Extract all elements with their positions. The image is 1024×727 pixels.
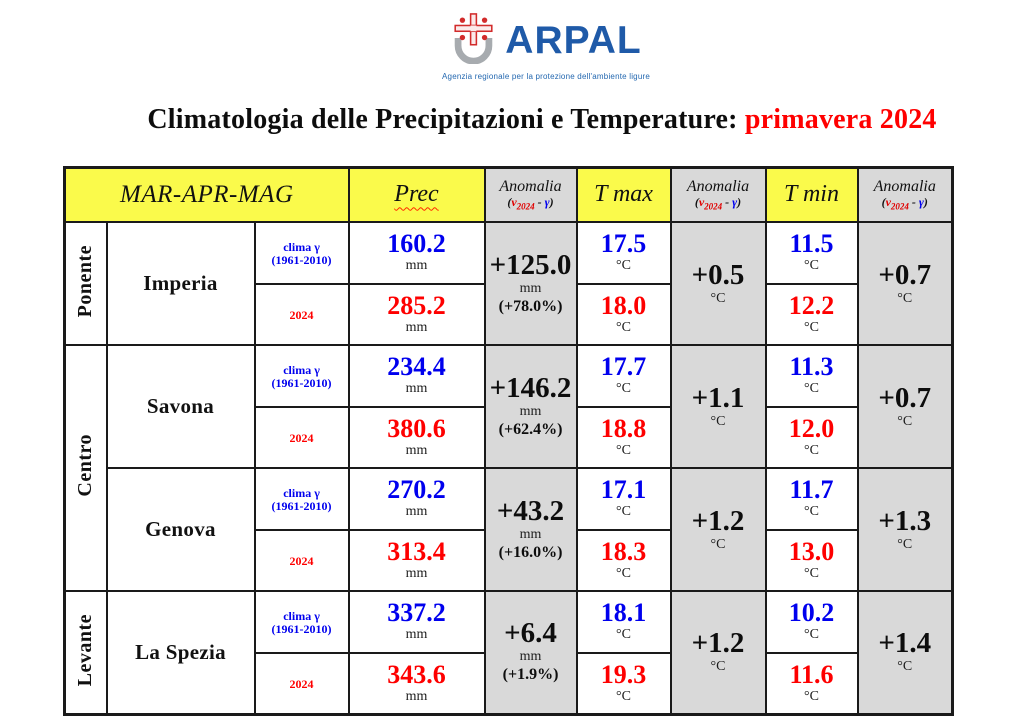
region-cell-centro: Centro [65, 345, 107, 591]
anomaly-formula: $(v_{2024} - \gamma)$ [507, 195, 554, 212]
tmax-anomaly-cell: +1.2 °C [671, 591, 766, 714]
brand-tagline: Agenzia regionale per la protezione dell'ambiente ligure [442, 72, 650, 81]
prec-clima-cell: 337.2 mm [349, 591, 485, 653]
prec-clima-cell: 270.2 mm [349, 468, 485, 530]
tmin-2024-cell: 12.2 °C [766, 284, 858, 346]
header-tmin: T min [766, 167, 858, 222]
prec-clima-cell: 160.2 mm [349, 222, 485, 284]
series-label-clima: clima γ (1961-2010) [255, 591, 349, 653]
series-label-2024: 2024 [255, 284, 349, 346]
city-cell-genova: Genova [107, 468, 255, 591]
tmin-2024-cell: 13.0 °C [766, 530, 858, 592]
tmin-anomaly-cell: +0.7 °C [858, 222, 953, 345]
table-row [65, 345, 953, 407]
tmax-2024-cell: 18.0 °C [577, 284, 671, 346]
table-row [65, 591, 953, 653]
table-row [65, 222, 953, 284]
header-prec-label: Prec [394, 181, 439, 208]
prec-anomaly-cell: +146.2 mm (+62.4%) [485, 345, 577, 468]
tmax-clima-cell: 17.1 °C [577, 468, 671, 530]
anomaly-word: Anomalia [499, 178, 562, 196]
header-period: MAR-APR-MAG [65, 167, 349, 222]
series-label-2024: 2024 [255, 530, 349, 592]
page-title-season: primavera 2024 [744, 104, 937, 135]
tmin-2024-cell: 12.0 °C [766, 407, 858, 469]
table-header-row [65, 167, 953, 222]
city-cell-imperia: Imperia [107, 222, 255, 345]
tmax-clima-cell: 17.5 °C [577, 222, 671, 284]
prec-anomaly-cell: +125.0 mm (+78.0%) [485, 222, 577, 345]
city-cell-la-spezia: La Spezia [107, 591, 255, 714]
tmax-2024-cell: 18.8 °C [577, 407, 671, 469]
prec-2024-cell: 380.6 mm [349, 407, 485, 469]
prec-2024-cell: 285.2 mm [349, 284, 485, 346]
series-label-2024: 2024 [255, 407, 349, 469]
prec-2024-cell: 313.4 mm [349, 530, 485, 592]
tmin-clima-cell: 10.2 °C [766, 591, 858, 653]
anomaly-formula: $(v_{2024} - \gamma)$ [694, 195, 742, 212]
series-label-2024: 2024 [255, 653, 349, 715]
prec-anomaly-cell: +6.4 mm (+1.9%) [485, 591, 577, 714]
anomaly-word: Anomalia [686, 178, 750, 196]
tmin-clima-cell: 11.3 °C [766, 345, 858, 407]
header-anomaly-tmin [858, 167, 953, 222]
anomaly-formula: $(v_{2024} - \gamma)$ [881, 195, 928, 212]
header-anomaly-prec [485, 167, 577, 222]
header-prec [349, 167, 485, 222]
tmax-clima-cell: 17.7 °C [577, 345, 671, 407]
tmax-anomaly-cell: +1.2 °C [671, 468, 766, 591]
brand-name: ARPAL [505, 19, 642, 62]
tmin-anomaly-cell: +0.7 °C [858, 345, 953, 468]
region-cell-ponente: Ponente [65, 222, 107, 345]
prec-clima-cell: 234.4 mm [349, 345, 485, 407]
header-tmax: T max [577, 167, 671, 222]
series-label-clima: clima γ (1961-2010) [255, 222, 349, 284]
tmax-2024-cell: 19.3 °C [577, 653, 671, 715]
city-cell-savona: Savona [107, 345, 255, 468]
header-anomaly-tmax [671, 167, 766, 222]
region-cell-levante: Levante [65, 591, 107, 714]
prec-anomaly-cell: +43.2 mm (+16.0%) [485, 468, 577, 591]
tmin-clima-cell: 11.7 °C [766, 468, 858, 530]
series-label-clima: clima γ (1961-2010) [255, 468, 349, 530]
series-label-clima: clima γ (1961-2010) [255, 345, 349, 407]
arpal-shield-icon [450, 12, 497, 69]
page-title [30, 103, 1024, 137]
anomaly-word: Anomalia [873, 178, 936, 196]
tmin-anomaly-cell: +1.4 °C [858, 591, 953, 714]
climate-table [63, 166, 954, 716]
logo-block [0, 0, 1024, 81]
table-row [65, 468, 953, 530]
tmax-clima-cell: 18.1 °C [577, 591, 671, 653]
tmin-clima-cell: 11.5 °C [766, 222, 858, 284]
tmax-anomaly-cell: +1.1 °C [671, 345, 766, 468]
tmax-anomaly-cell: +0.5 °C [671, 222, 766, 345]
tmax-2024-cell: 18.3 °C [577, 530, 671, 592]
tmin-anomaly-cell: +1.3 °C [858, 468, 953, 591]
prec-2024-cell: 343.6 mm [349, 653, 485, 715]
tmin-2024-cell: 11.6 °C [766, 653, 858, 715]
page-title-main: Climatologia delle Precipitazioni e Temperature: [147, 104, 745, 135]
